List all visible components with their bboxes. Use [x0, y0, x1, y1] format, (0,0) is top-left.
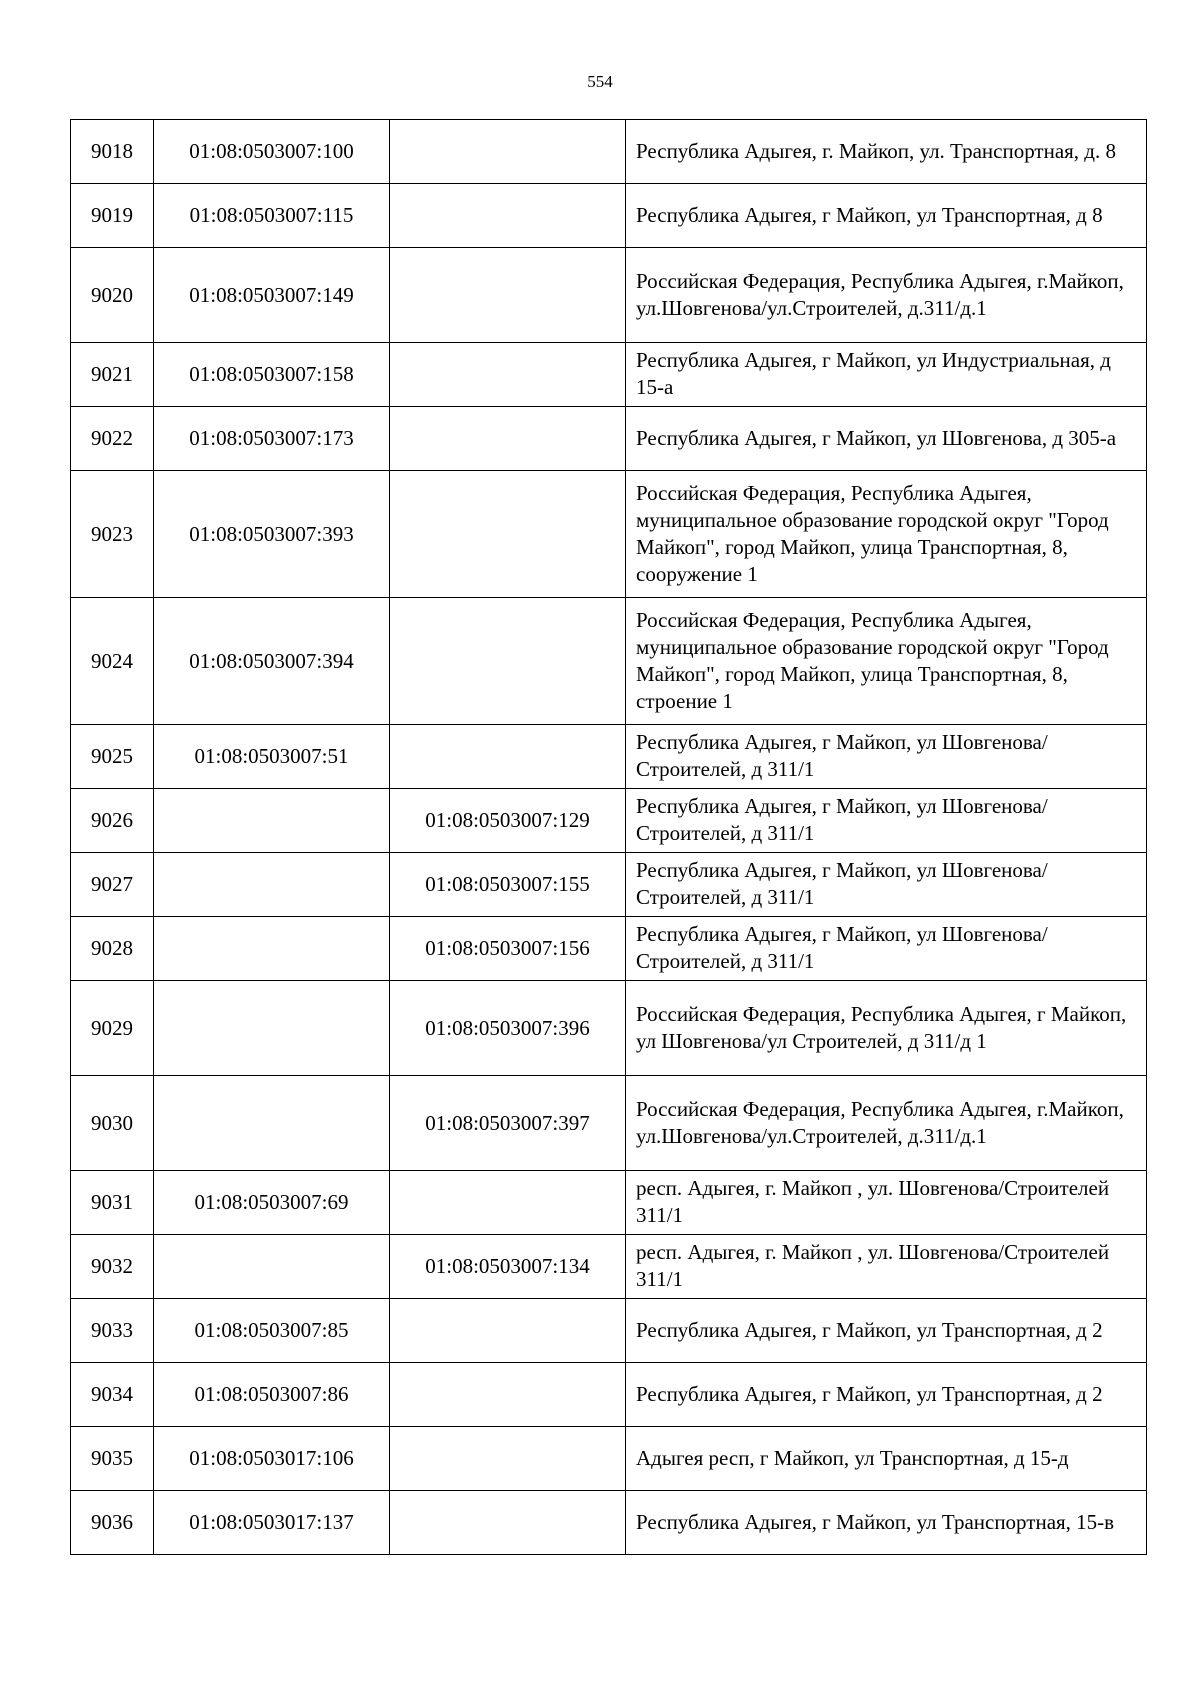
cadastral-number-cell: 01:08:0503007:100: [154, 120, 390, 184]
cadastral-number-cell: [154, 917, 390, 981]
cadastral-number-cell: [154, 1076, 390, 1171]
address-cell: Российская Федерация, Республика Адыгея, г Майкоп, ул Шовгенова/ул Строителей, д 311/д 1: [626, 981, 1147, 1076]
address-cell: респ. Адыгея, г. Майкоп , ул. Шовгенова/Строителей 311/1: [626, 1235, 1147, 1299]
building-cadastral-number-cell: [390, 248, 626, 343]
cadastral-number-cell: 01:08:0503007:158: [154, 343, 390, 407]
cadastral-number-cell: 01:08:0503007:149: [154, 248, 390, 343]
address-cell: Республика Адыгея, г Майкоп, ул Транспортная, д 2: [626, 1299, 1147, 1363]
table-row: [71, 917, 1147, 981]
building-cadastral-number-cell: 01:08:0503007:134: [390, 1235, 626, 1299]
table-row: [71, 184, 1147, 248]
row-number-cell: 9030: [71, 1076, 154, 1171]
table-row: [71, 1235, 1147, 1299]
table-row: [71, 1363, 1147, 1427]
address-cell: Республика Адыгея, г Майкоп, ул Индустриальная, д 15-а: [626, 343, 1147, 407]
row-number-cell: 9027: [71, 853, 154, 917]
cadastral-number-cell: 01:08:0503007:394: [154, 598, 390, 725]
building-cadastral-number-cell: 01:08:0503007:129: [390, 789, 626, 853]
cadastral-number-cell: 01:08:0503017:137: [154, 1491, 390, 1555]
cadastral-number-cell: 01:08:0503007:115: [154, 184, 390, 248]
building-cadastral-number-cell: [390, 120, 626, 184]
building-cadastral-number-cell: 01:08:0503007:156: [390, 917, 626, 981]
table-row: [71, 120, 1147, 184]
address-cell: Российская Федерация, Республика Адыгея, муниципальное образование городской округ "Город Майкоп", город Майкоп, улица Транспортная, 8, сооружение 1: [626, 471, 1147, 598]
address-cell: Российская Федерация, Республика Адыгея, г.Майкоп, ул.Шовгенова/ул.Строителей, д.311/д.1: [626, 1076, 1147, 1171]
table-row: [71, 789, 1147, 853]
row-number-cell: 9021: [71, 343, 154, 407]
row-number-cell: 9019: [71, 184, 154, 248]
table-row: [71, 1171, 1147, 1235]
address-cell: Республика Адыгея, г Майкоп, ул Шовгенова/Строителей, д 311/1: [626, 917, 1147, 981]
row-number-cell: 9035: [71, 1427, 154, 1491]
address-cell: Республика Адыгея, г. Майкоп, ул. Транспортная, д. 8: [626, 120, 1147, 184]
row-number-cell: 9029: [71, 981, 154, 1076]
address-cell: Республика Адыгея, г Майкоп, ул Шовгенова/Строителей, д 311/1: [626, 853, 1147, 917]
table-row: [71, 407, 1147, 471]
building-cadastral-number-cell: [390, 1427, 626, 1491]
cadastral-number-cell: [154, 1235, 390, 1299]
row-number-cell: 9034: [71, 1363, 154, 1427]
table-row: [71, 471, 1147, 598]
cadastral-number-cell: 01:08:0503007:86: [154, 1363, 390, 1427]
row-number-cell: 9025: [71, 725, 154, 789]
address-cell: Российская Федерация, Республика Адыгея, г.Майкоп, ул.Шовгенова/ул.Строителей, д.311/д.1: [626, 248, 1147, 343]
address-cell: Российская Федерация, Республика Адыгея, муниципальное образование городской округ "Город Майкоп", город Майкоп, улица Транспортная, 8, строение 1: [626, 598, 1147, 725]
address-cell: Адыгея респ, г Майкоп, ул Транспортная, д 15-д: [626, 1427, 1147, 1491]
building-cadastral-number-cell: [390, 1299, 626, 1363]
building-cadastral-number-cell: [390, 1171, 626, 1235]
cadastral-number-cell: [154, 789, 390, 853]
table-row: [71, 725, 1147, 789]
cadastral-number-cell: [154, 853, 390, 917]
address-cell: Республика Адыгея, г Майкоп, ул Шовгенова/Строителей, д 311/1: [626, 789, 1147, 853]
building-cadastral-number-cell: 01:08:0503007:155: [390, 853, 626, 917]
table-row: [71, 1299, 1147, 1363]
table-row: [71, 598, 1147, 725]
building-cadastral-number-cell: [390, 184, 626, 248]
cadastral-number-cell: 01:08:0503007:51: [154, 725, 390, 789]
building-cadastral-number-cell: [390, 471, 626, 598]
address-cell: Республика Адыгея, г Майкоп, ул Шовгенова, д 305-а: [626, 407, 1147, 471]
registry-table-body: [71, 120, 1147, 1555]
cadastral-number-cell: 01:08:0503007:85: [154, 1299, 390, 1363]
table-row: [71, 1491, 1147, 1555]
address-cell: Республика Адыгея, г Майкоп, ул Транспортная, 15-в: [626, 1491, 1147, 1555]
address-cell: Республика Адыгея, г Майкоп, ул Транспортная, д 2: [626, 1363, 1147, 1427]
table-row: [71, 981, 1147, 1076]
cadastral-number-cell: 01:08:0503007:173: [154, 407, 390, 471]
address-cell: респ. Адыгея, г. Майкоп , ул. Шовгенова/Строителей 311/1: [626, 1171, 1147, 1235]
row-number-cell: 9020: [71, 248, 154, 343]
row-number-cell: 9028: [71, 917, 154, 981]
address-cell: Республика Адыгея, г Майкоп, ул Шовгенова/Строителей, д 311/1: [626, 725, 1147, 789]
building-cadastral-number-cell: [390, 407, 626, 471]
building-cadastral-number-cell: [390, 1363, 626, 1427]
row-number-cell: 9036: [71, 1491, 154, 1555]
table-row: [71, 853, 1147, 917]
building-cadastral-number-cell: [390, 343, 626, 407]
row-number-cell: 9032: [71, 1235, 154, 1299]
row-number-cell: 9022: [71, 407, 154, 471]
building-cadastral-number-cell: [390, 725, 626, 789]
registry-table: [70, 119, 1147, 1555]
building-cadastral-number-cell: 01:08:0503007:397: [390, 1076, 626, 1171]
cadastral-number-cell: 01:08:0503017:106: [154, 1427, 390, 1491]
cadastral-number-cell: 01:08:0503007:393: [154, 471, 390, 598]
building-cadastral-number-cell: 01:08:0503007:396: [390, 981, 626, 1076]
address-cell: Республика Адыгея, г Майкоп, ул Транспортная, д 8: [626, 184, 1147, 248]
row-number-cell: 9026: [71, 789, 154, 853]
table-row: [71, 343, 1147, 407]
page-number: 554: [587, 72, 613, 91]
table-row: [71, 1076, 1147, 1171]
cadastral-number-cell: 01:08:0503007:69: [154, 1171, 390, 1235]
table-row: [71, 1427, 1147, 1491]
row-number-cell: 9024: [71, 598, 154, 725]
row-number-cell: 9018: [71, 120, 154, 184]
building-cadastral-number-cell: [390, 598, 626, 725]
row-number-cell: 9031: [71, 1171, 154, 1235]
row-number-cell: 9033: [71, 1299, 154, 1363]
cadastral-number-cell: [154, 981, 390, 1076]
row-number-cell: 9023: [71, 471, 154, 598]
table-row: [71, 248, 1147, 343]
building-cadastral-number-cell: [390, 1491, 626, 1555]
